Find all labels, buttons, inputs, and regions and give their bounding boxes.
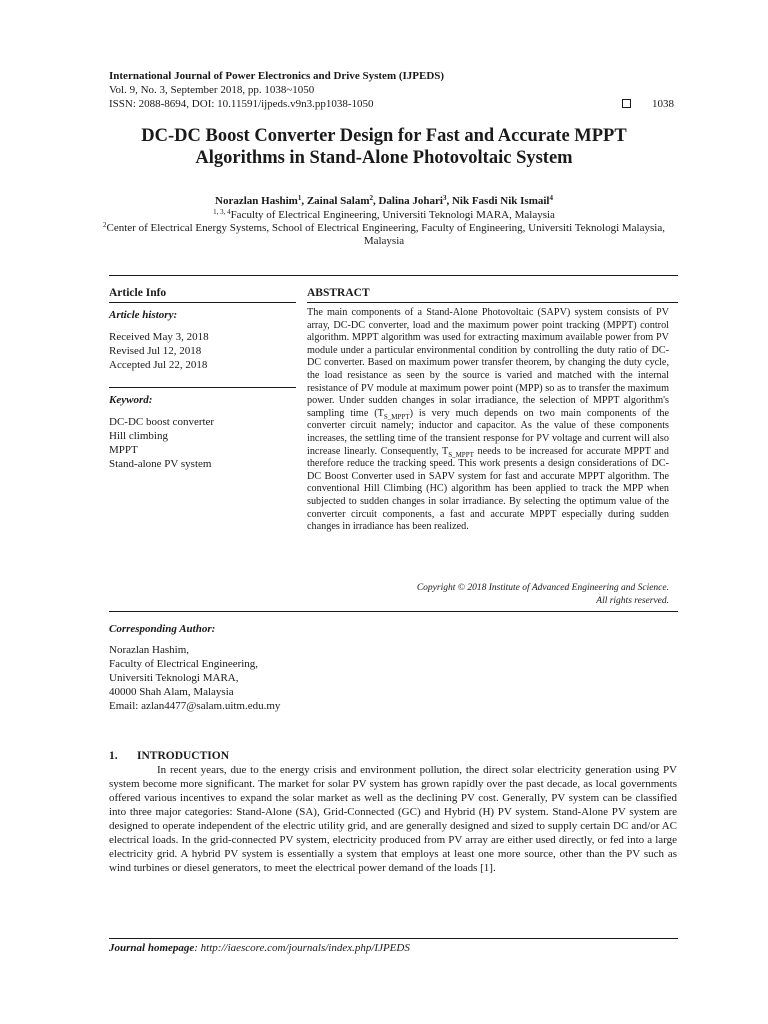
corresponding-university: Universiti Teknologi MARA, — [109, 672, 239, 684]
abstract-rule — [307, 302, 678, 303]
article-info-rule — [109, 302, 296, 303]
corresponding-address: 40000 Shah Alam, Malaysia — [109, 686, 234, 698]
keyword-item: DC-DC boost converter — [109, 416, 215, 428]
received-date: Received May 3, 2018 — [109, 331, 209, 343]
accepted-date: Accepted Jul 22, 2018 — [109, 359, 208, 371]
author-sup: 4 — [549, 194, 553, 202]
keyword-item: Stand-alone PV system — [109, 458, 212, 470]
keyword-heading: Keyword: — [109, 394, 153, 406]
corresponding-heading: Corresponding Author: — [109, 623, 216, 635]
corresponding-faculty: Faculty of Electrical Engineering, — [109, 658, 259, 670]
journal-issn-doi: ISSN: 2088-8694, DOI: 10.11591/ijpeds.v9n3.pp1038-1050 — [109, 98, 374, 110]
author-name: Nik Fasdi Nik Ismail — [451, 195, 550, 207]
section-heading-introduction: 1. INTRODUCTION — [109, 750, 230, 762]
author-name: Zainal Salam — [306, 195, 370, 207]
footer-rule — [109, 938, 678, 939]
history-heading: Article history: — [109, 309, 178, 321]
author-sup: 3 — [442, 194, 447, 202]
author-name: Norazlan Hashim — [215, 195, 298, 207]
corresponding-email: Email: azlan4477@salam.uitm.edu.my — [109, 700, 281, 712]
journal-homepage-link[interactable]: : http://iaescore.com/journals/index.php/IJPEDS — [194, 942, 410, 954]
page-number: 1038 — [652, 98, 674, 110]
keyword-item: Hill climbing — [109, 430, 168, 442]
journal-volume: Vol. 9, No. 3, September 2018, pp. 1038~1050 — [109, 84, 315, 96]
author-sup: 2 — [369, 194, 373, 202]
paper-title: DC-DC Boost Converter Design for Fast and Accurate MPPT Algorithms in Stand-Alone Photovoltaic System — [141, 126, 627, 168]
corresponding-name: Norazlan Hashim, — [109, 644, 190, 656]
copyright-notice: Copyright © 2018 Institute of Advanced Engineering and Science. All rights reserved. — [416, 583, 669, 606]
introduction-paragraph: In recent years, due to the energy crisis and environment pollution, the direct solar electricity generation using PV system become more significant. The market for solar PV system has grown rapidly over the past decade, as local governments offered various incentives to expand the solar market as well as the declining PV cost. Generally, PV system can be classified into three major categories: Stand-Alone (SA), Grid-Connected (GC) and Hybrid (H) PV system. Stand-Alone PV system are designed to operate independent of the electric utility grid, and are generally designed and sized to supply certain DC and/or AC electrical loads. In the grid-connected PV system, electricity produced from PV array are either used directly, or fed into a large electricity grid. A hybrid PV system is essentially a system that employs at least one more source, other than the PV such as wind turbines or diesel generators, to meet the electrical power demand of the loads [1]. — [109, 764, 677, 874]
keyword-rule — [109, 387, 296, 388]
bottom-rule — [109, 611, 678, 612]
square-icon — [622, 99, 631, 108]
journal-name: International Journal of Power Electronics and Drive System (IJPEDS) — [109, 70, 445, 82]
author-name: Dalina Johari — [378, 195, 443, 207]
journal-homepage: Journal homepage: http://iaescore.com/journals/index.php/IJPEDS — [109, 942, 410, 954]
author-sup: 1 — [297, 194, 302, 202]
article-info-heading: Article Info — [109, 287, 167, 299]
affiliation-2: $^2$Center of Electrical Energy Systems, School of Electrical Engineering, Faculty of Engineering, Universiti Teknologi Malaysia, Malaysia — [103, 221, 665, 247]
author-list: Norazlan Hashim$^1$, Zainal Salam$^2$, Dalina Johari$^3$, Nik Fasdi Nik Ismail$^4$ — [215, 194, 553, 207]
keyword-item: MPPT — [109, 444, 138, 456]
abstract-text: The main components of a Stand-Alone Photovoltaic (SAPV) system consists of PV array, DC-DC converter, load and the maximum power point tracking (MPPT) control algorithm. MPPT algorithm was used for extracting maximum available power from PV module under a particular environmental condition by controlling the duty ratio of DC-DC converter. Based on maximum power transfer theorem, by changing the duty cycle, the load resistance as seen by the source is varied and matched with the internal resistance of PV module at maximum power point (MPP) so as to transfer the maximum power. Under sudden changes in solar irradiance, the selection of MPPT algorithm's sampling time $(T_{S\_MPPT})$ is very much depends on two main components of the converter circuit namely; inductor and capacitor. As the value of these components increases, the settling time of the transient response for PV voltage and current will also increase linearly. Consequently, $T_{S\_MPPT}$ needs to be increased for accurate MPPT and therefore reduce the tracking speed. This work presents a design considerations of DC-DC Boost Converter used in SAPV system for fast and accurate MPPT algorithm. The conventional Hill Climbing (HC) algorithm has been applied to track the MPP when subjected to sudden changes in solar irradiance. By selecting the optimum value of the converter circuit components, a fast and accurate MPPT especially during sudden changes in irradiance has been realized. — [307, 307, 670, 533]
affiliation-1: $^{1, 3, 4}$Faculty of Electrical Engineering, Universiti Teknologi MARA, Malaysia — [213, 208, 555, 221]
abstract-heading: ABSTRACT — [307, 287, 370, 299]
top-rule — [109, 275, 678, 276]
revised-date: Revised Jul 12, 2018 — [109, 345, 202, 357]
